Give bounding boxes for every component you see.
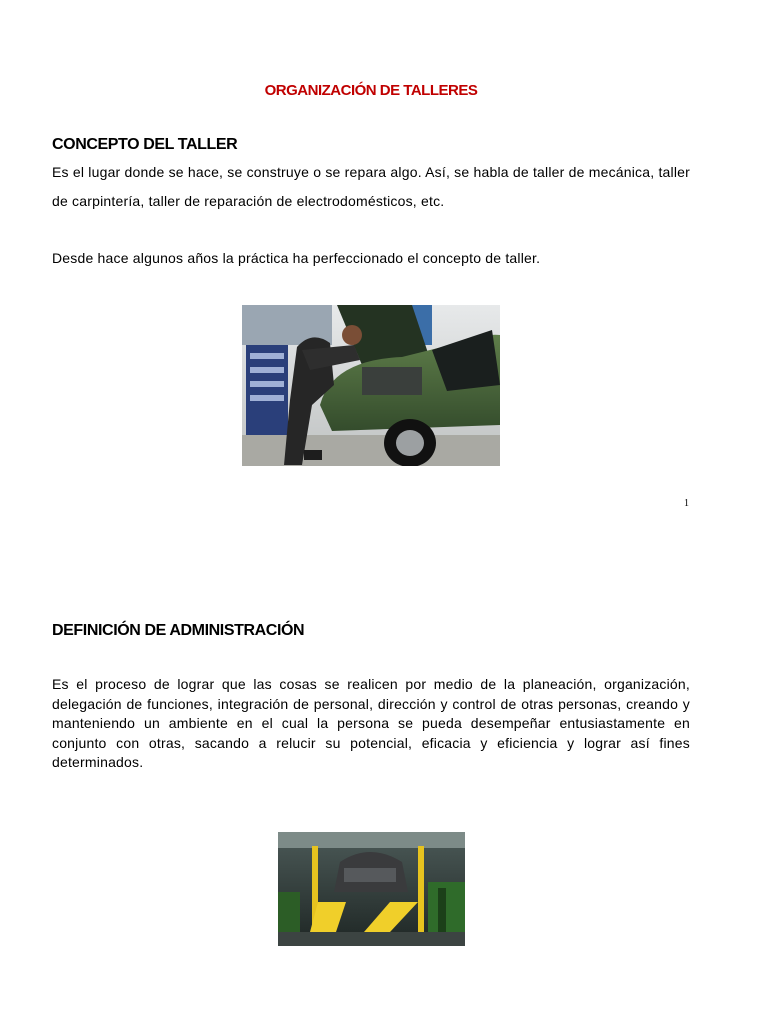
section-heading-administracion: DEFINICIÓN DE ADMINISTRACIÓN [52,622,305,639]
page-number: 1 [684,498,689,509]
paragraph-concepto-definition: Es el lugar donde se hace, se construye o se repara algo. Así, se habla de taller de mecánica, taller de carpintería, taller de reparación de electrodomésticos, etc. [52,164,690,209]
paragraph-concepto-practice: Desde hace algunos años la práctica ha perfeccionado el concepto de taller. [52,250,541,266]
mechanic-car-photo [242,305,500,466]
page-title: ORGANIZACIÓN DE TALLERES [264,82,478,99]
paragraph-administracion-definition: Es el proceso de lograr que las cosas se realicen por medio de la planeación, organización, delegación de funciones, integración de personal, dirección y control de otras personas, creando y manteniendo un ambiente en el cual la persona se pueda desempeñar entusiastamente en conjunto con otras, sacando a relucir su potencial, eficacia y eficiencia y lograr así fines determinados. [52,676,690,770]
section-heading-concepto: CONCEPTO DEL TALLER [52,136,238,153]
car-lift-photo [278,832,465,946]
